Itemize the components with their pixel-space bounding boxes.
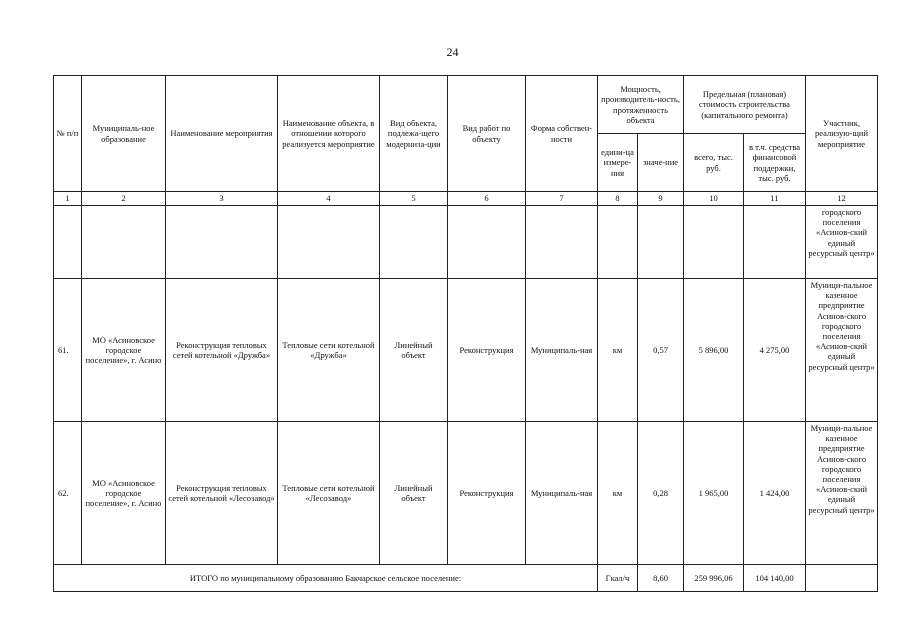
column-number: 12	[806, 192, 878, 206]
header-total: всего, тыс. руб.	[684, 134, 744, 192]
cell-participant: городского поселения «Асинов-ский единый ресурсный центр»	[806, 206, 878, 279]
header-num: № п/п	[54, 76, 82, 192]
cell-participant: Муници-пальное казенное предприятие Асинов-ского городского поселения «Асинов-ский единый ресурсный центр»	[806, 279, 878, 422]
cell-empty	[744, 206, 806, 279]
header-row-1	[54, 76, 878, 134]
table-row	[54, 279, 878, 422]
column-number: 4	[278, 192, 380, 206]
cell-object-type: Линейный объект	[380, 422, 448, 565]
cell-empty	[526, 206, 598, 279]
total-value: 8,60	[638, 565, 684, 592]
cell-empty	[54, 206, 82, 279]
header-object-type: Вид объекта, подлежа-щего модерниза-ции	[380, 76, 448, 192]
cell-empty	[166, 206, 278, 279]
total-row	[54, 565, 878, 592]
header-cost-group: Предельная (плановая) стоимость строительства (капитального ремонта)	[684, 76, 806, 134]
cell-municipality: МО «Асиновское городское поселение», г. Асино	[82, 422, 166, 565]
cell-num: 62.	[54, 422, 82, 565]
cell-unit: км	[598, 422, 638, 565]
cell-value: 0,28	[638, 422, 684, 565]
column-number: 10	[684, 192, 744, 206]
cell-empty	[448, 206, 526, 279]
total-label: ИТОГО по муниципальному образованию Бакчарское сельское поселение:	[54, 565, 598, 592]
cell-object-type: Линейный объект	[380, 279, 448, 422]
cell-empty	[806, 565, 878, 592]
continuation-row	[54, 206, 878, 279]
total-sum: 259 996,06	[684, 565, 744, 592]
cell-municipality: МО «Асиновское городское поселение», г. Асино	[82, 279, 166, 422]
cell-support: 1 424,00	[744, 422, 806, 565]
total-unit: Гкал/ч	[598, 565, 638, 592]
cell-ownership: Муниципаль-ная	[526, 422, 598, 565]
cell-empty	[380, 206, 448, 279]
column-number: 5	[380, 192, 448, 206]
header-event: Наименование мероприятия	[166, 76, 278, 192]
column-number: 11	[744, 192, 806, 206]
cell-object: Тепловые сети котельной «Лесозавод»	[278, 422, 380, 565]
cell-empty	[598, 206, 638, 279]
cell-unit: км	[598, 279, 638, 422]
cell-empty	[278, 206, 380, 279]
cell-total: 1 965,00	[684, 422, 744, 565]
header-municipality: Муниципаль-ное образование	[82, 76, 166, 192]
cell-work-type: Реконструкция	[448, 279, 526, 422]
column-number: 6	[448, 192, 526, 206]
header-work-type: Вид работ по объекту	[448, 76, 526, 192]
cell-object: Тепловые сети котельной «Дружба»	[278, 279, 380, 422]
cell-event: Реконструкция тепловых сетей котельной «Дружба»	[166, 279, 278, 422]
program-table	[53, 75, 878, 592]
header-ownership: Форма собствен-ности	[526, 76, 598, 192]
column-number: 2	[82, 192, 166, 206]
column-number: 1	[54, 192, 82, 206]
column-number-row	[54, 192, 878, 206]
cell-empty	[82, 206, 166, 279]
cell-empty	[684, 206, 744, 279]
header-capacity-group: Мощность, производитель-ность, протяженность объекта	[598, 76, 684, 134]
cell-num: 61.	[54, 279, 82, 422]
page-number: 24	[446, 45, 459, 59]
cell-empty	[638, 206, 684, 279]
header-support: в т.ч. средства финансовой поддержки, тыс. руб.	[744, 134, 806, 192]
header-participant: Участник, реализую-щий мероприятие	[806, 76, 878, 192]
header-object: Наименование объекта, в отношении которого реализуется мероприятие	[278, 76, 380, 192]
header-value: значе-ние	[638, 134, 684, 192]
cell-value: 0,57	[638, 279, 684, 422]
cell-participant: Муници-пальное казенное предприятие Асинов-ского городского поселения «Асинов-ский единый ресурсный центр»	[806, 422, 878, 565]
cell-total: 5 896,00	[684, 279, 744, 422]
total-support: 104 140,00	[744, 565, 806, 592]
column-number: 9	[638, 192, 684, 206]
cell-support: 4 275,00	[744, 279, 806, 422]
cell-work-type: Реконструкция	[448, 422, 526, 565]
cell-event: Реконструкция тепловых сетей котельной «Лесозавод»	[166, 422, 278, 565]
column-number: 7	[526, 192, 598, 206]
column-number: 3	[166, 192, 278, 206]
table-row	[54, 422, 878, 565]
header-unit: едини-ца измере-ния	[598, 134, 638, 192]
column-number: 8	[598, 192, 638, 206]
cell-ownership: Муниципаль-ная	[526, 279, 598, 422]
